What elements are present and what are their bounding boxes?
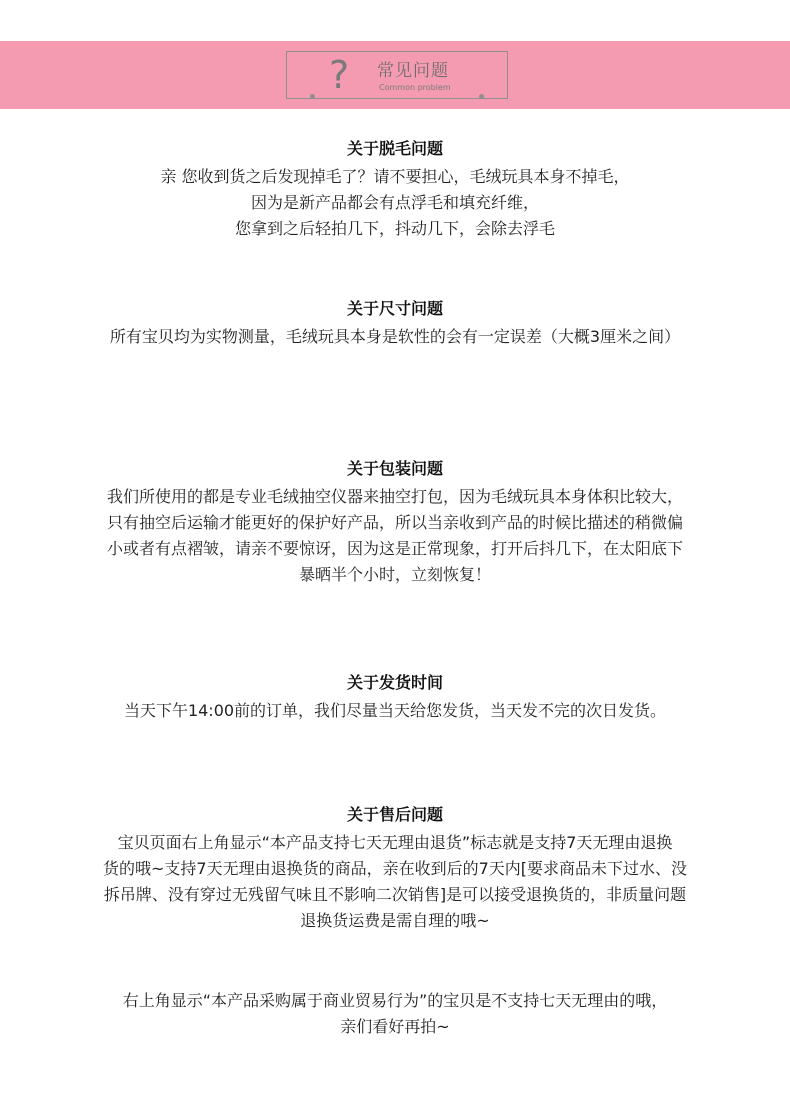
section-heading: 关于脱毛问题 bbox=[346, 139, 443, 158]
section-line: 货的哦~支持7天无理由退换货的商品，亲在收到后的7天内[要求商品未下过水、没 bbox=[102, 859, 687, 878]
section-heading: 关于包装问题 bbox=[346, 459, 443, 478]
section-heading: 关于尺寸问题 bbox=[346, 299, 443, 318]
section-packaging bbox=[0, 458, 790, 588]
section-size bbox=[0, 298, 790, 350]
section-line: 当天下午14:00前的订单，我们尽量当天给您发货，当天发不完的次日发货。 bbox=[123, 701, 667, 720]
header-frame bbox=[286, 51, 508, 99]
note-line: 右上角显示“本产品采购属于商业贸易行为”的宝贝是不支持七天无理由的哦， bbox=[122, 991, 668, 1010]
section-line: 我们所使用的都是专业毛绒抽空仪器来抽空打包，因为毛绒玩具本身体积比较大， bbox=[106, 487, 683, 506]
section-line: 只有抽空后运输才能更好的保护好产品，所以当亲收到产品的时候比描述的稍微偏 bbox=[106, 513, 683, 532]
section-line: 退换货运费是需自理的哦~ bbox=[300, 911, 490, 930]
section-after-sales bbox=[0, 804, 790, 934]
section-line: 小或者有点褶皱，请亲不要惊讶，因为这是正常现象，打开后抖几下，在太阳底下 bbox=[106, 539, 683, 558]
section-line: 因为是新产品都会有点浮毛和填充纤维， bbox=[250, 193, 539, 212]
frame-dot-right bbox=[479, 94, 484, 99]
section-line: 您拿到之后轻拍几下，抖动几下，会除去浮毛 bbox=[234, 219, 555, 238]
section-line: 所有宝贝均为实物测量，毛绒玩具本身是软性的会有一定误差（大概3厘米之间） bbox=[109, 327, 681, 346]
section-line: 宝贝页面右上角显示“本产品支持七天无理由退货”标志就是支持7天无理由退换 bbox=[117, 833, 673, 852]
question-mark-icon: ? bbox=[329, 53, 350, 97]
section-heading: 关于发货时间 bbox=[346, 673, 443, 692]
header-title: 常见问题 bbox=[377, 61, 449, 81]
frame-dot-left bbox=[310, 94, 315, 99]
section-heading: 关于售后问题 bbox=[346, 805, 443, 824]
section-line: 暴晒半个小时，立刻恢复！ bbox=[298, 565, 491, 584]
note-line: 亲们看好再拍~ bbox=[340, 1017, 450, 1036]
closing-note bbox=[0, 988, 790, 1040]
section-line: 拆吊牌、没有穿过无残留气味且不影响二次销售]是可以接受退换货的，非质量问题 bbox=[103, 885, 687, 904]
section-line: 亲 您收到货之后发现掉毛了？请不要担心，毛绒玩具本身不掉毛， bbox=[160, 167, 630, 186]
header-subtitle: Common problem bbox=[379, 83, 451, 92]
section-shipping-time bbox=[0, 672, 790, 724]
section-hair-shedding bbox=[0, 138, 790, 242]
header-banner bbox=[0, 41, 790, 109]
